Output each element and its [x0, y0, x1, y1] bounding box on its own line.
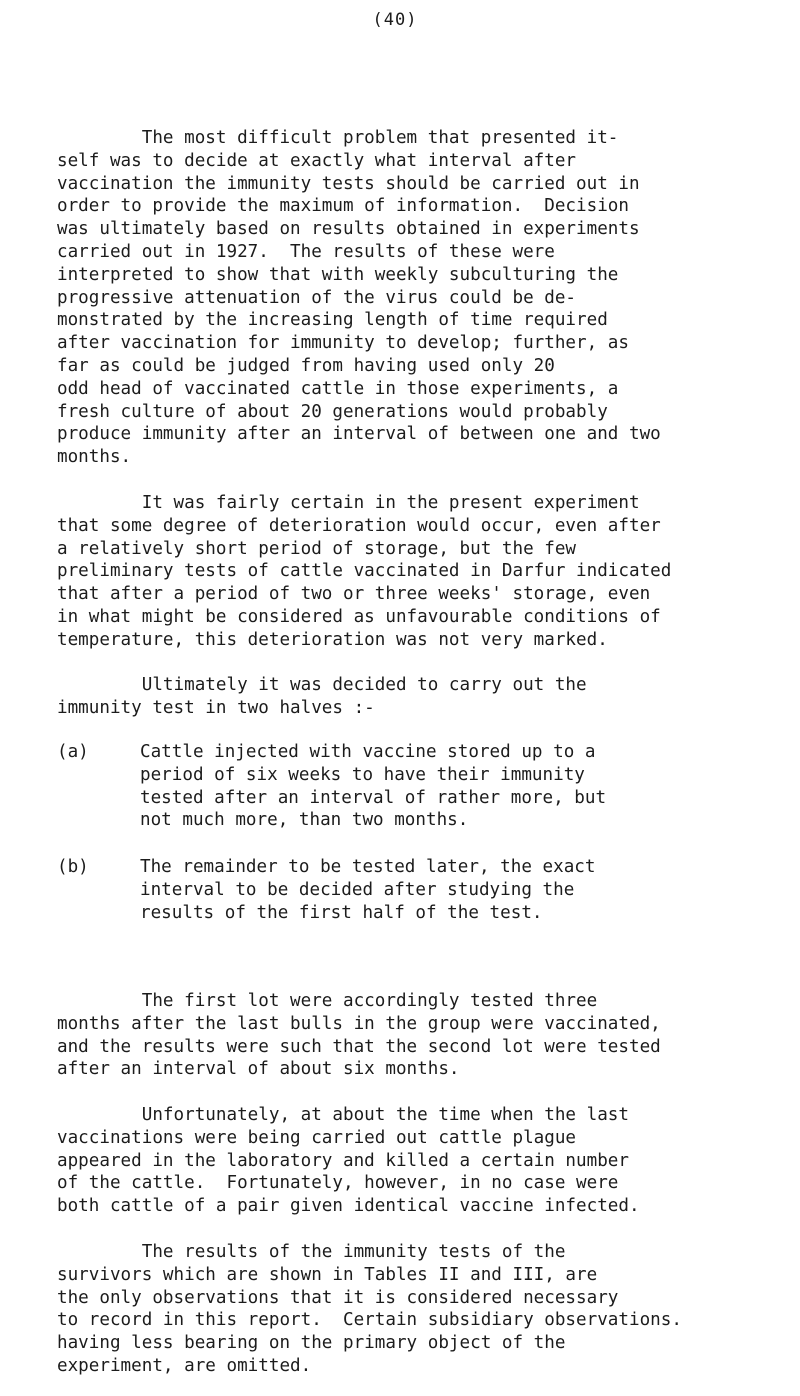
- list-item-label: (a): [57, 742, 89, 762]
- text-line: vaccinations were being carried out cattle plague: [57, 1127, 577, 1148]
- text-line: progressive attenuation of the virus could be de-: [57, 287, 577, 308]
- text-line: preliminary tests of cattle vaccinated in Darfur indicated: [57, 561, 672, 582]
- page-number: (40): [372, 10, 418, 30]
- text-line: order to provide the maximum of information. Decision: [57, 196, 629, 217]
- text-line: that some degree of deterioration would occur, even after: [57, 515, 661, 536]
- text-line: produce immunity after an interval of between one and two: [57, 424, 661, 445]
- paragraph-1: [57, 127, 797, 469]
- list-item-body: [140, 741, 606, 832]
- text-line: The remainder to be tested later, the exact: [140, 857, 596, 877]
- text-line: months after the last bulls in the group were vaccinated,: [57, 1013, 661, 1034]
- text-line: immunity test in two halves :-: [57, 697, 375, 718]
- text-line: tested after an interval of rather more, but: [140, 787, 607, 808]
- text-line: odd head of vaccinated cattle in those experiments, a: [57, 378, 619, 399]
- text-line: both cattle of a pair given identical vaccine infected.: [57, 1196, 640, 1217]
- text-line: interpreted to show that with weekly subculturing the: [57, 264, 619, 285]
- text-line: carried out in 1927. The results of these were: [57, 241, 555, 262]
- text-line: having less bearing on the primary object of the: [57, 1333, 566, 1354]
- text-line: The first lot were accordingly tested three: [57, 991, 598, 1011]
- text-line: months.: [57, 447, 132, 468]
- text-line: Unfortunately, at about the time when the last: [57, 1105, 629, 1125]
- text-line: period of six weeks to have their immunity: [140, 764, 585, 785]
- text-line: The results of the immunity tests of the: [57, 1242, 566, 1262]
- text-line: monstrated by the increasing length of time required: [57, 310, 608, 331]
- text-line: the only observations that it is considered necessary: [57, 1287, 619, 1308]
- text-line: survivors which are shown in Tables II and III, are: [57, 1264, 598, 1285]
- text-line: fresh culture of about 20 generations would probably: [57, 401, 608, 422]
- text-line: a relatively short period of storage, but the few: [57, 538, 577, 559]
- text-line: results of the first half of the test.: [140, 902, 543, 923]
- paragraph-2: [57, 492, 797, 652]
- paragraph-3: [57, 674, 797, 720]
- text-line: after an interval of about six months.: [57, 1059, 460, 1080]
- text-line: appeared in the laboratory and killed a certain number: [57, 1150, 629, 1171]
- text-line: Ultimately it was decided to carry out the: [57, 675, 587, 695]
- text-line: not much more, than two months.: [140, 810, 469, 831]
- text-line: to record in this report. Certain subsidiary observations.: [57, 1310, 682, 1331]
- text-line: Cattle injected with vaccine stored up to a: [140, 742, 596, 762]
- text-line: in what might be considered as unfavourable conditions of: [57, 606, 661, 627]
- text-line: vaccination the immunity tests should be carried out in: [57, 173, 640, 194]
- paragraph-4: [57, 990, 797, 1081]
- text-line: far as could be judged from having used only 20: [57, 355, 555, 376]
- list-item-label: (b): [57, 857, 89, 877]
- paragraph-6: [57, 1241, 797, 1378]
- text-line: It was fairly certain in the present experiment: [57, 493, 640, 513]
- paragraph-5: [57, 1104, 797, 1218]
- text-line: and the results were such that the second lot were tested: [57, 1036, 661, 1057]
- text-line: temperature, this deterioration was not very marked.: [57, 629, 608, 650]
- text-line: was ultimately based on results obtained in experiments: [57, 219, 640, 240]
- text-line: interval to be decided after studying the: [140, 879, 575, 900]
- text-line: The most difficult problem that presented it-: [57, 128, 619, 148]
- text-line: that after a period of two or three weeks' storage, even: [57, 584, 651, 605]
- text-line: after vaccination for immunity to develop; further, as: [57, 333, 629, 354]
- text-line: of the cattle. Fortunately, however, in no case were: [57, 1173, 619, 1194]
- text-line: experiment, are omitted.: [57, 1355, 312, 1376]
- text-line: self was to decide at exactly what interval after: [57, 150, 577, 171]
- list-item-body: [140, 856, 595, 924]
